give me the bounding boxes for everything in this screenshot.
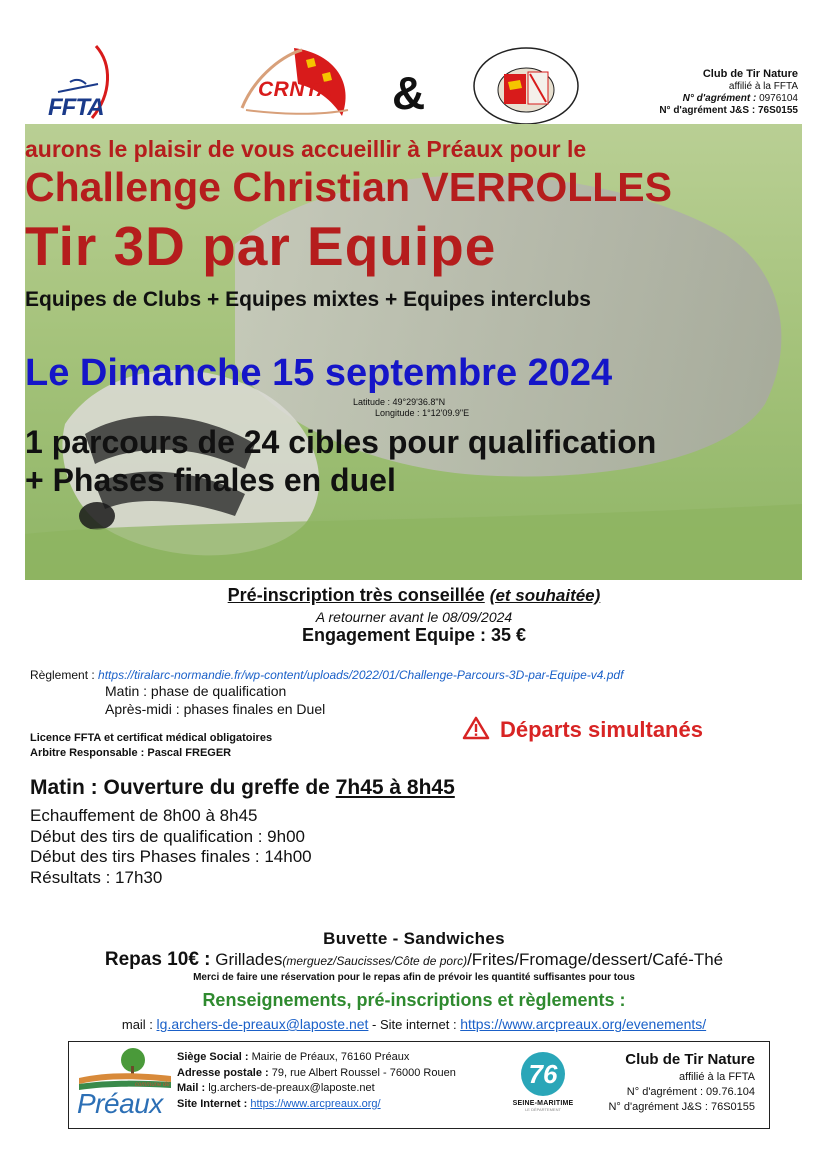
footer-club-info xyxy=(608,1050,755,1115)
schedule-item: Début des tirs Phases finales : 14h00 xyxy=(30,847,312,867)
morning-phase: Matin : phase de qualification xyxy=(105,683,287,699)
ffta-logo-text: FFTA xyxy=(48,94,104,121)
preaux-logo xyxy=(75,1046,175,1124)
seine-maritime-logo xyxy=(507,1052,579,1124)
preinscription-title: Pré-inscription très conseillée (et souhaitée) xyxy=(227,585,601,605)
event-date: Le Dimanche 15 septembre 2024 xyxy=(25,352,613,394)
gps-coordinates xyxy=(353,397,469,420)
schedule-item: Echauffement de 8h00 à 8h45 xyxy=(30,806,258,825)
hero-banner xyxy=(25,124,802,580)
registration-deadline: A retourner avant le 08/09/2024 xyxy=(315,609,513,625)
footer-club-affiliation: affilié à la FFTA xyxy=(678,1071,755,1084)
preaux-logo-text: Préaux xyxy=(77,1088,163,1119)
footer-site: Site Internet : https://www.arcpreaux.org/ xyxy=(177,1097,381,1110)
contact-line: mail : lg.archers-de-preaux@laposte.net - Site internet : https://www.arcpreaux.org/evenements/ xyxy=(121,1016,707,1032)
licence-info xyxy=(30,731,272,761)
club-affiliation: affilié à la FFTA xyxy=(728,81,798,93)
footer-mail: Mail : lg.archers-de-preaux@laposte.net xyxy=(177,1082,375,1095)
warning-icon xyxy=(462,716,490,740)
club-info-top xyxy=(659,68,798,117)
team-types: Equipes de Clubs + Equipes mixtes + Equipes interclubs xyxy=(25,288,591,311)
dept-name: SEINE-MARITIME xyxy=(512,1100,574,1107)
footer-club-agrement: N° d'agrément : 09.76.104 xyxy=(626,1086,755,1099)
footer-site-link[interactable]: https://www.arcpreaux.org/ xyxy=(250,1097,381,1110)
departs-simultanes: Départs simultanés xyxy=(462,716,703,743)
licence-requirement: Licence FFTA et certificat médical obligatoires xyxy=(30,732,273,744)
latitude: Latitude : 49°29'36.8"N xyxy=(353,397,446,407)
greffe-opening: Matin : Ouverture du greffe de 7h45 à 8h45 xyxy=(30,776,455,799)
reglement-line xyxy=(30,668,623,682)
hero-intro: aurons le plaisir de vous accueillir à Préaux pour le xyxy=(25,136,587,162)
finals-description: + Phases finales en duel xyxy=(25,462,396,498)
longitude: Longitude : 1°12'09.9"E xyxy=(375,408,470,419)
contact-mail-link[interactable]: lg.archers-de-preaux@laposte.net xyxy=(156,1016,369,1032)
reglement-link[interactable]: https://tiralarc-normandie.fr/wp-content/uploads/2022/01/Challenge-Parcours-3D-par-Equipe-v4.pdf xyxy=(98,668,624,682)
ampersand: & xyxy=(392,67,426,119)
challenge-name: Challenge Christian VERROLLES xyxy=(25,164,672,210)
ffta-logo xyxy=(48,44,118,126)
footer-club-js: N° d'agrément J&S : 76S0155 xyxy=(608,1100,755,1113)
footer-address xyxy=(177,1050,456,1112)
schedule-item: Résultats : 17h30 xyxy=(30,868,163,888)
schedule-item: Début des tirs de qualification : 9h00 xyxy=(30,826,306,846)
schedule-list xyxy=(30,806,312,889)
adresse-postale: Adresse postale : 79, rue Albert Roussel - 76000 Rouen xyxy=(177,1066,456,1079)
club-name: Club de Tir Nature xyxy=(702,68,798,80)
phases-summary xyxy=(105,683,325,718)
crnta-logo xyxy=(236,44,358,124)
footer-box xyxy=(68,1041,770,1129)
club-agrement: N° d'agrément : 0976104 xyxy=(682,93,798,105)
reservation-note: Merci de faire une réservation pour le repas afin de prévoir les quantité suffisantes pour tous xyxy=(193,972,635,983)
reglement-label: Règlement : xyxy=(30,668,95,682)
event-title: Tir 3D par Equipe xyxy=(25,215,497,277)
team-fee: Engagement Equipe : 35 € xyxy=(301,625,527,645)
dept-number: 76 xyxy=(521,1052,565,1096)
course-description: 1 parcours de 24 cibles pour qualification xyxy=(25,424,657,460)
commune-label: commune de xyxy=(135,1082,170,1088)
dept-sub: LE DÉPARTEMENT xyxy=(525,1107,561,1112)
archers-de-preaux-logo xyxy=(470,44,582,128)
arbitre: Arbitre Responsable : Pascal FREGER xyxy=(30,746,232,759)
contact-heading: Renseignements, pré-inscriptions et règlements : xyxy=(202,990,626,1010)
buvette-title: Buvette - Sandwiches xyxy=(323,929,505,948)
contact-site-link[interactable]: https://www.arcpreaux.org/evenements/ xyxy=(460,1016,707,1032)
club-agrement-js: N° d'agrément J&S : 76S0155 xyxy=(659,105,798,117)
footer-club-name: Club de Tir Nature xyxy=(625,1051,755,1068)
afternoon-phase: Après-midi : phases finales en Duel xyxy=(105,700,326,717)
repas-line: Repas 10€ : Grillades(merguez/Saucisses/Côte de porc)/Frites/Fromage/dessert/Café-Thé xyxy=(104,949,724,970)
siege-social: Siège Social : Mairie de Préaux, 76160 Préaux xyxy=(177,1051,410,1063)
crnta-logo-text: CRNTA xyxy=(258,78,333,101)
